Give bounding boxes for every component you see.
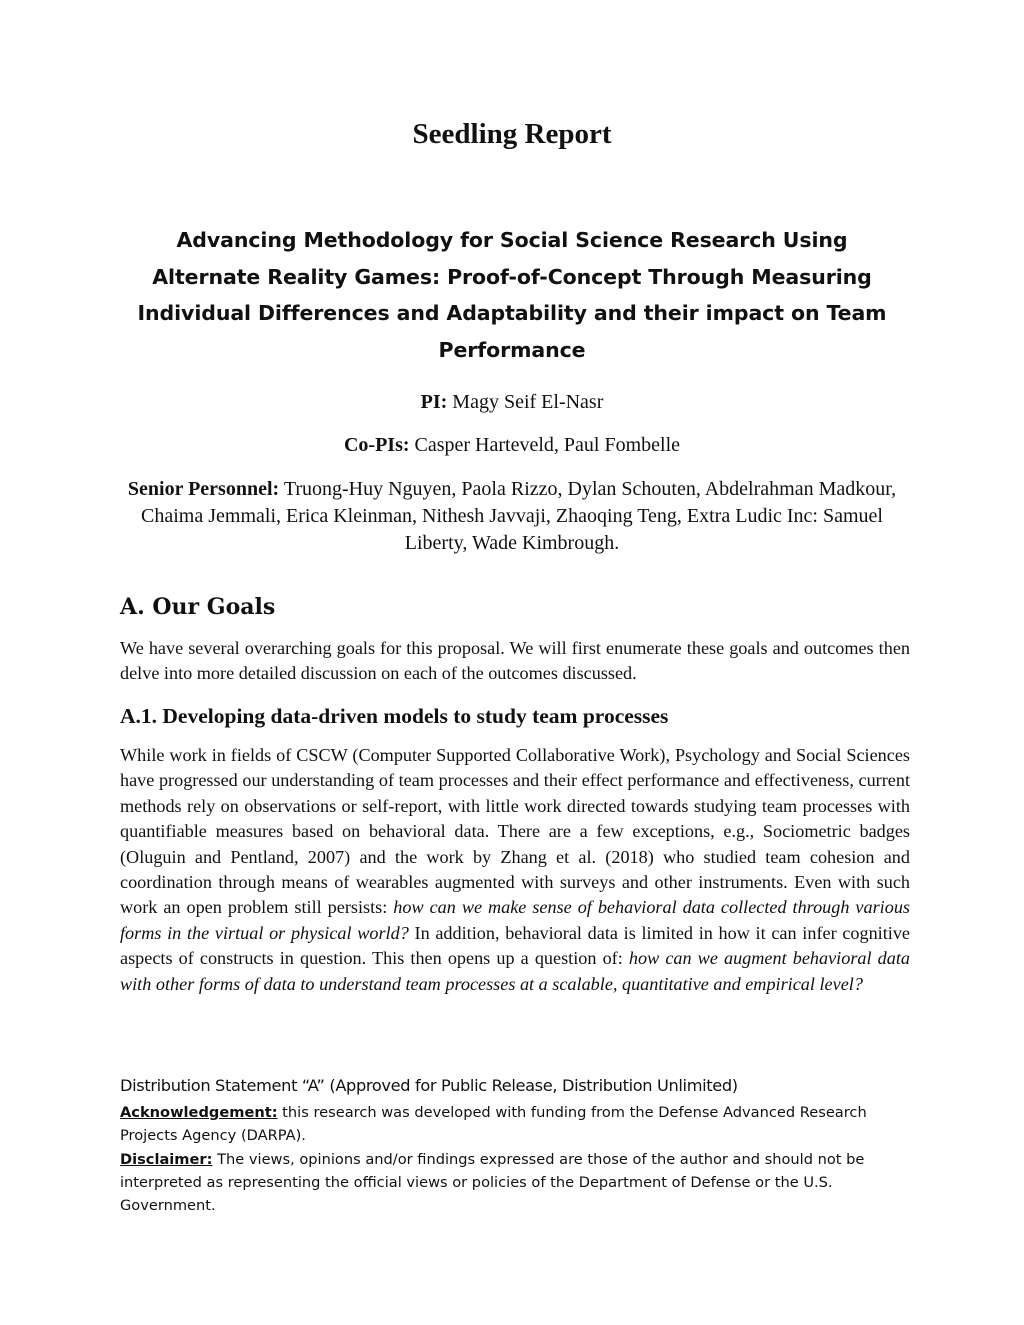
senior-personnel-label: Senior Personnel:	[127, 478, 280, 500]
acknowledgement-text: this research was developed with funding from the Defense Advanced Research Projects Agency (DARPA).	[120, 1104, 867, 1144]
copi-label: Co-PIs:	[343, 434, 410, 456]
copi-names: Casper Harteveld, Paul Fombelle	[414, 434, 681, 456]
disclaimer-note	[120, 1148, 890, 1217]
copi-line	[110, 432, 914, 459]
disclaimer-label: Disclaimer:	[120, 1151, 213, 1168]
senior-personnel-line	[110, 476, 914, 557]
report-title: Seedling Report	[412, 118, 612, 150]
section-a-heading: A. Our Goals	[120, 594, 276, 620]
section-a1-paragraph	[120, 743, 910, 997]
pi-name: Magy Seif El-Nasr	[452, 391, 604, 413]
pi-line	[110, 389, 914, 416]
a1-italic-question-1: how can we make sense of behavioral data collected through various forms in the virtual or physical world?	[120, 897, 910, 943]
acknowledgement-label: Acknowledgement:	[120, 1104, 278, 1121]
pi-label: PI:	[420, 391, 448, 413]
section-a1-heading: A.1. Developing data-driven models to study team processes	[120, 704, 669, 728]
section-a-paragraph: We have several overarching goals for this proposal. We will first enumerate these goals and outcomes then delve into more detailed discussion on each of the outcomes discussed.	[120, 638, 910, 684]
senior-personnel-names: Truong-Huy Nguyen, Paola Rizzo, Dylan Schouten, Abdelrahman Madkour, Chaima Jemmali, Erica Kleinman, Nithesh Javvaji, Zhaoqing Teng, Extra Ludic Inc: Samuel Liberty, Wade Kimbrough.	[141, 478, 897, 554]
project-title: Advancing Methodology for Social Science Research Using Alternate Reality Games: Proof-of-Concept Through Measuring Individual Differences and Adaptability and their impact on Team Performance	[137, 228, 887, 362]
disclaimer-text: The views, opinions and/or findings expressed are those of the author and should not be interpreted as representing the official views or policies of the Department of Defense or the U.S. Government.	[120, 1151, 865, 1214]
a1-text-part-1: While work in fields of CSCW (Computer Supported Collaborative Work), Psychology and Social Sciences have progressed our understanding of team processes and their effect performance and effectiveness, current methods rely on observations or self-report, with little work directed towards studying team processes with quantifiable measures based on behavioral data. There are a few exceptions, e.g., Sociometric badges (Oluguin and Pentland, 2007) and the work by Zhang et al. (2018) who studied team cohesion and coordination through means of wearables augmented with surveys and other instruments. Even with such work an open problem still persists:	[120, 745, 910, 918]
a1-text-part-2: In addition, behavioral data is limited in how it can infer cognitive aspects of constructs in question. This then opens up a question of:	[120, 922, 910, 969]
distribution-statement: Distribution Statement “A” (Approved for Public Release, Distribution Unlimited)	[120, 1076, 738, 1095]
acknowledgement-note	[120, 1101, 890, 1147]
a1-italic-question-2: how can we augment behavioral data with other forms of data to understand team processes at a scalable, quantitative and empirical level?	[120, 948, 910, 994]
